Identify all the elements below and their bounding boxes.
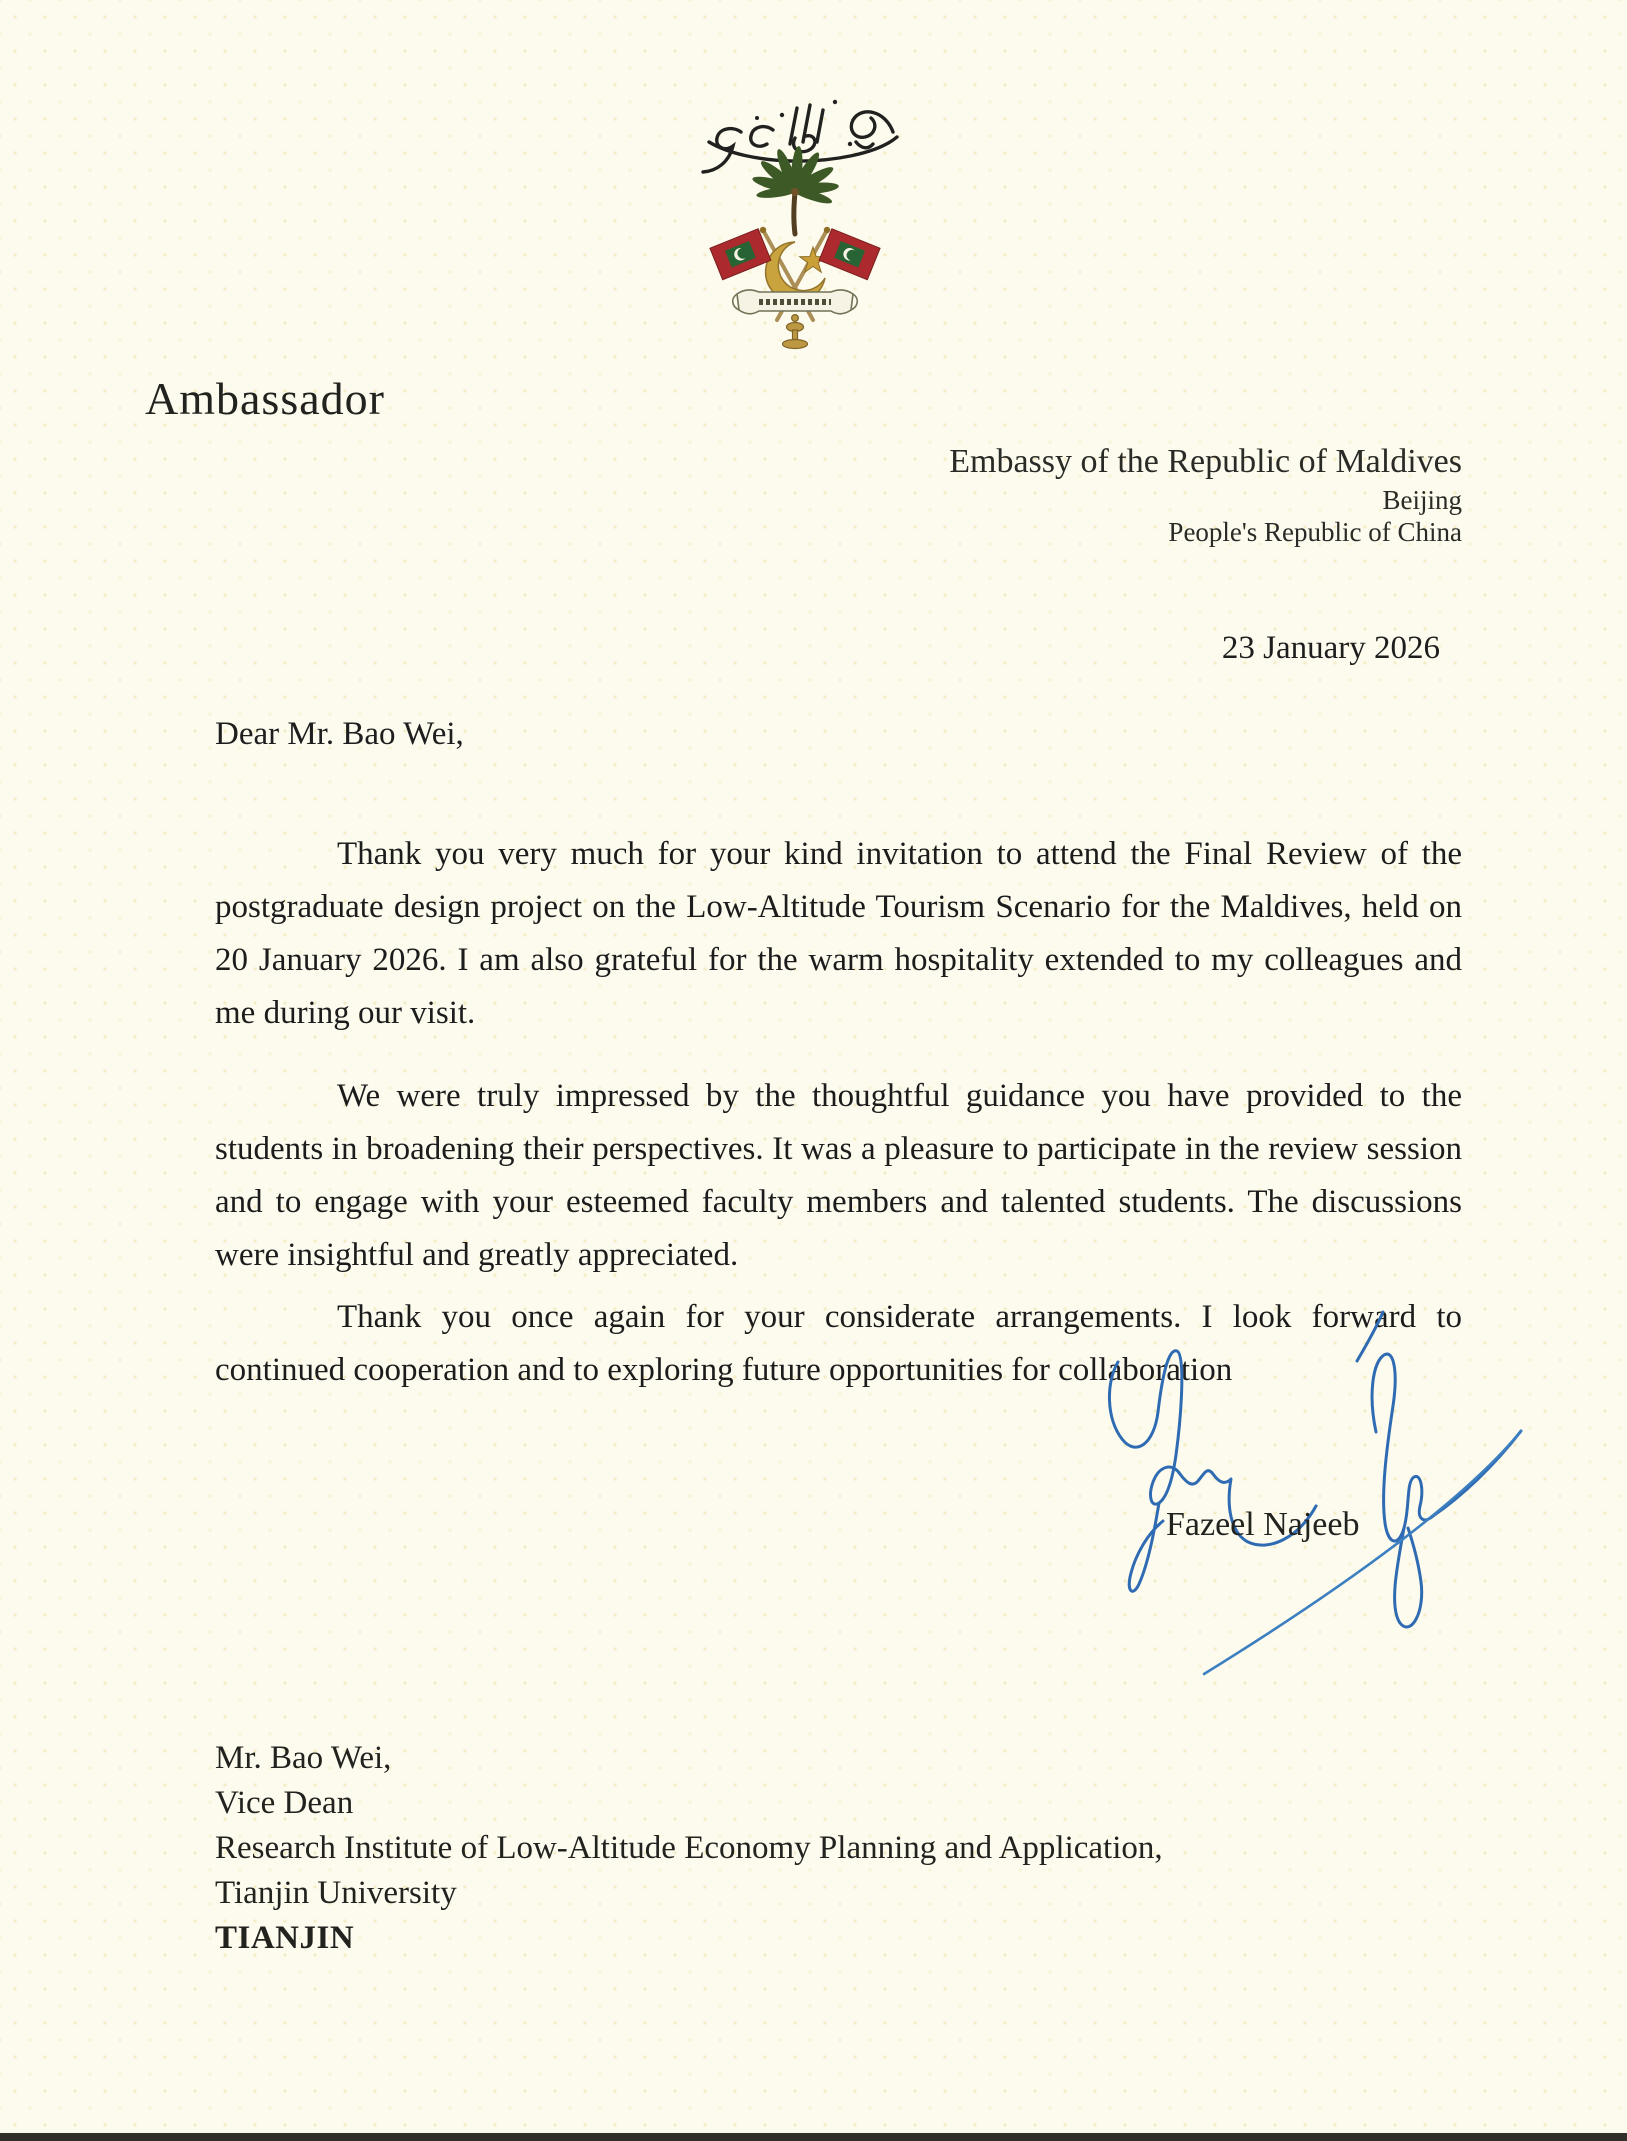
letter-date: 23 January 2026 xyxy=(1221,630,1440,666)
recipient-title: Vice Dean xyxy=(215,1785,354,1821)
maldives-flag-left-icon xyxy=(710,229,771,280)
recipient-city: TIANJIN xyxy=(215,1920,355,1956)
sender-title: Ambassador xyxy=(145,373,385,424)
palm-trunk xyxy=(794,192,795,234)
recipient-institute: Research Institute of Low-Altitude Economy Planning and Application, xyxy=(215,1830,1163,1866)
embassy-name: Embassy of the Republic of Maldives xyxy=(949,443,1462,480)
scroll-icon xyxy=(733,290,858,314)
handwritten-signature xyxy=(1080,1290,1600,1710)
signatory-name: Fazeel Najeeb xyxy=(1166,1506,1360,1543)
recipient-name: Mr. Bao Wei, xyxy=(215,1740,392,1776)
maldives-flag-right-icon xyxy=(819,229,880,280)
embassy-country: People's Republic of China xyxy=(1168,517,1462,547)
body-paragraph-1: Thank you very much for your kind invitation to attend the Final Review of the postgraduate design project on the Low-Altitude Tourism Scenario for the Maldives, held on 20 January 2026. I am also grateful for the warm hospitality extended to my colleagues and me during our visit. xyxy=(215,836,1462,1031)
embassy-address-block xyxy=(949,440,1462,548)
recipient-address-block xyxy=(215,1736,1163,1961)
body-paragraph-3: Thank you once again for your considerate arrangements. I look forward to continued cooperation and to exploring future opportunities for collaboration xyxy=(215,1299,1462,1388)
salutation: Dear Mr. Bao Wei, xyxy=(215,716,464,752)
embassy-city: Beijing xyxy=(1382,485,1462,515)
goblet-base-icon xyxy=(783,315,808,349)
maldives-emblem xyxy=(645,82,945,364)
body-paragraph-2: We were truly impressed by the thoughtful guidance you have provided to the students in broadening their perspectives. It was a pleasure to participate in the review session and to engage with your esteemed faculty members and talented students. The discussions were insightful and greatly appreciated. xyxy=(215,1078,1462,1273)
scan-bottom-edge xyxy=(0,2133,1627,2141)
recipient-university: Tianjin University xyxy=(215,1875,457,1911)
